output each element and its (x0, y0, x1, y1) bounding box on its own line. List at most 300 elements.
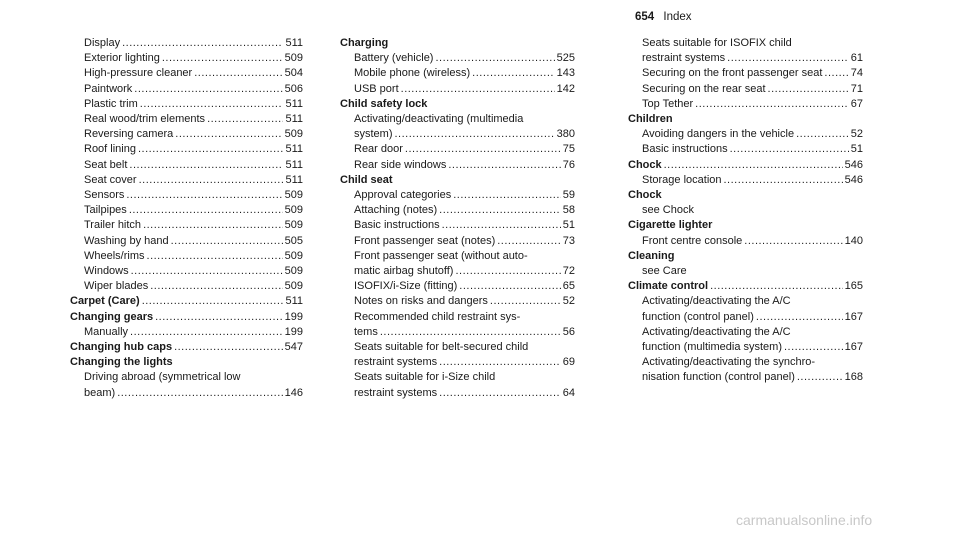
index-subentry (628, 203, 863, 218)
index-term: Chock (628, 158, 662, 171)
page-header (635, 10, 692, 24)
index-term: function (control panel) (642, 310, 754, 323)
index-line (354, 386, 575, 401)
dot-leader (455, 264, 560, 279)
section-title: Index (663, 11, 692, 23)
index-line (642, 51, 863, 66)
index-term: Chock (628, 189, 662, 202)
index-subentry (340, 370, 575, 400)
index-subentry (340, 112, 575, 142)
dot-leader (207, 112, 283, 127)
index-line (642, 340, 863, 355)
index-line (354, 188, 575, 203)
index-term: Changing hub caps (70, 341, 173, 354)
page-reference: 509 (284, 52, 303, 65)
page-reference: 56 (562, 325, 575, 338)
dot-leader (130, 325, 283, 340)
index-subentry (70, 97, 303, 112)
index-line (70, 294, 303, 309)
index-line (84, 386, 303, 401)
dot-leader (150, 279, 282, 294)
index-term: Notes on risks and dangers (354, 295, 488, 308)
dot-leader (194, 66, 282, 81)
index-subentry (340, 66, 575, 81)
dot-leader (744, 234, 842, 249)
index-term: see Chock (642, 204, 694, 217)
index-line (642, 355, 863, 370)
page-reference: 546 (844, 173, 863, 186)
index-line (354, 234, 575, 249)
page-reference: 67 (850, 97, 863, 110)
index-heading (628, 218, 863, 233)
index-term: Charging (340, 37, 389, 49)
index-line (354, 158, 575, 173)
dot-leader (140, 97, 284, 112)
index-term: Driving abroad (symmetrical low (84, 371, 241, 384)
index-line (642, 203, 863, 218)
index-heading (628, 249, 863, 264)
dot-leader (459, 279, 560, 294)
dot-leader (174, 340, 283, 355)
index-term: Activating/deactivating the A/C (642, 295, 791, 308)
page-reference: 143 (556, 67, 575, 80)
index-line (84, 127, 303, 142)
index-term: restraint systems (354, 356, 438, 369)
index-subentry (70, 82, 303, 97)
index-line (354, 51, 575, 66)
index-subentry (70, 188, 303, 203)
index-line (84, 370, 303, 385)
index-line (642, 66, 863, 81)
index-line (642, 82, 863, 97)
index-line (354, 112, 575, 127)
index-line (642, 370, 863, 385)
dot-leader (453, 188, 561, 203)
index-term: Windows (84, 265, 129, 278)
index-line (354, 294, 575, 309)
dot-leader (155, 310, 283, 325)
page-reference: 509 (284, 128, 303, 141)
page-reference: 64 (562, 386, 575, 399)
index-term: Battery (vehicle) (354, 52, 434, 65)
index-subentry (70, 325, 303, 340)
index-subentry (70, 264, 303, 279)
page-reference: 142 (556, 82, 575, 95)
index-line (642, 294, 863, 309)
index-term: Rear door (354, 143, 403, 156)
page-reference: 58 (562, 204, 575, 217)
index-subentry (70, 142, 303, 157)
index-term: Mobile phone (wireless) (354, 67, 471, 80)
index-line (354, 370, 575, 385)
index-line (354, 340, 575, 355)
page-reference: 75 (562, 143, 575, 156)
index-line (354, 142, 575, 157)
page-reference: 546 (844, 158, 863, 171)
index-term: matic airbag shutoff) (354, 265, 454, 278)
index-term: Paintwork (84, 82, 133, 95)
index-subentry (70, 36, 303, 51)
index-subentry (70, 51, 303, 66)
index-term: Wheels/rims (84, 249, 145, 262)
index-term: Securing on the rear seat (642, 82, 766, 95)
index-term: Sensors (84, 189, 125, 202)
page-reference: 511 (285, 37, 303, 49)
index-term: Storage location (642, 173, 722, 186)
index-term: Reversing camera (84, 128, 174, 141)
index-column-3 (628, 36, 863, 386)
index-line (642, 325, 863, 340)
index-line (628, 112, 863, 127)
dot-leader (175, 127, 282, 142)
index-line (642, 310, 863, 325)
index-line (354, 325, 575, 340)
index-term: Activating/deactivating the A/C (642, 325, 791, 338)
page-reference: 511 (285, 173, 303, 186)
index-term: Seats suitable for ISOFIX child (642, 37, 792, 49)
index-line (354, 127, 575, 142)
page-reference: 52 (562, 295, 575, 308)
index-line (84, 142, 303, 157)
dot-leader (797, 370, 843, 385)
dot-leader (147, 249, 283, 264)
index-term: Seats suitable for belt-secured child (354, 341, 529, 354)
index-term: Real wood/trim elements (84, 113, 206, 126)
dot-leader (143, 218, 283, 233)
index-subentry (628, 66, 863, 81)
index-term: Approval categories (354, 189, 452, 202)
page-reference: 199 (284, 310, 303, 323)
index-heading (70, 355, 303, 370)
index-heading (70, 294, 303, 309)
index-subentry (340, 310, 575, 340)
index-term: beam) (84, 386, 116, 399)
index-term: Changing the lights (70, 356, 173, 369)
index-line (642, 97, 863, 112)
index-line (84, 264, 303, 279)
index-term: Seats suitable for i-Size child (354, 371, 496, 384)
dot-leader (129, 158, 283, 173)
index-term: Securing on the front passenger seat (642, 67, 823, 80)
page-reference: 51 (562, 219, 575, 232)
index-term: Children (628, 113, 673, 126)
dot-leader (435, 51, 554, 66)
index-line (642, 36, 863, 51)
index-term: see Care (642, 265, 687, 278)
index-subentry (340, 51, 575, 66)
index-term: Recommended child restraint sys- (354, 310, 521, 323)
dot-leader (442, 218, 561, 233)
index-line (628, 218, 863, 233)
page-reference: 511 (285, 158, 303, 171)
index-heading (628, 188, 863, 203)
index-term: Attaching (notes) (354, 204, 438, 217)
index-line (642, 142, 863, 157)
page-reference: 547 (284, 341, 303, 354)
index-term: Top Tether (642, 97, 694, 110)
index-term: Child seat (340, 173, 393, 186)
dot-leader (497, 234, 561, 249)
dot-leader (472, 66, 554, 81)
index-term: Display (84, 37, 121, 49)
index-subentry (628, 294, 863, 324)
page-reference: 509 (284, 189, 303, 202)
index-line (84, 66, 303, 81)
index-term: Washing by hand (84, 234, 169, 247)
dot-leader (395, 127, 555, 142)
index-line (354, 66, 575, 81)
page-reference: 73 (562, 234, 575, 247)
index-term: nisation function (control panel) (642, 371, 795, 384)
index-line (642, 127, 863, 142)
dot-leader (824, 66, 848, 81)
index-term: Manually (84, 325, 129, 338)
index-line (354, 264, 575, 279)
page-reference: 140 (844, 234, 863, 247)
index-subentry (70, 203, 303, 218)
index-line (354, 82, 575, 97)
index-line (84, 203, 303, 218)
index-subentry (628, 355, 863, 385)
page-reference: 506 (284, 82, 303, 95)
index-line (628, 158, 863, 173)
dot-leader (138, 142, 283, 157)
dot-leader (405, 142, 561, 157)
index-subentry (340, 203, 575, 218)
index-line (340, 97, 575, 112)
dot-leader (784, 340, 843, 355)
dot-leader (126, 188, 282, 203)
page-reference: 509 (284, 265, 303, 278)
index-column-1 (70, 36, 303, 401)
index-subentry (628, 97, 863, 112)
index-term: Trailer hitch (84, 219, 142, 232)
index-term: Rear side windows (354, 158, 447, 171)
index-term: system) (354, 128, 393, 141)
dot-leader (162, 51, 283, 66)
index-term: tems (354, 325, 378, 338)
page-reference: 71 (850, 82, 863, 95)
dot-leader (727, 51, 849, 66)
page-reference: 505 (284, 234, 303, 247)
index-line (340, 173, 575, 188)
index-term: Cigarette lighter (628, 219, 713, 232)
dot-leader (664, 158, 843, 173)
index-subentry (628, 234, 863, 249)
dot-leader (131, 264, 283, 279)
index-heading (340, 173, 575, 188)
index-term: Roof lining (84, 143, 136, 156)
index-line (84, 325, 303, 340)
index-term: Seat belt (84, 158, 128, 171)
index-line (84, 36, 303, 51)
index-line (642, 234, 863, 249)
page-number: 654 (635, 11, 655, 23)
index-term: Front passenger seat (without auto- (354, 249, 528, 262)
page-reference: 167 (844, 341, 863, 354)
index-line (354, 218, 575, 233)
index-subentry (340, 188, 575, 203)
index-term: Child safety lock (340, 97, 428, 110)
index-term: Basic instructions (642, 143, 728, 156)
index-line (628, 249, 863, 264)
index-line (628, 279, 863, 294)
page-reference: 61 (850, 52, 863, 65)
index-subentry (628, 127, 863, 142)
index-term: Wiper blades (84, 280, 149, 293)
page-reference: 51 (850, 143, 863, 156)
index-heading (628, 158, 863, 173)
index-heading (340, 36, 575, 51)
index-line (84, 51, 303, 66)
index-subentry (340, 249, 575, 279)
dot-leader (710, 279, 843, 294)
index-heading (70, 310, 303, 325)
index-line (340, 36, 575, 51)
page-reference: 72 (562, 265, 575, 278)
index-term: USB port (354, 82, 399, 95)
index-term: Front passenger seat (notes) (354, 234, 496, 247)
index-term: Activating/deactivating the synchro- (642, 356, 816, 369)
page-reference: 504 (284, 67, 303, 80)
index-term: Seat cover (84, 173, 137, 186)
index-term: Basic instructions (354, 219, 440, 232)
index-subentry (70, 112, 303, 127)
index-line (84, 218, 303, 233)
index-subentry (70, 234, 303, 249)
page-reference: 65 (562, 280, 575, 293)
index-term: Cleaning (628, 249, 675, 262)
dot-leader (730, 142, 849, 157)
index-subentry (70, 127, 303, 142)
page-reference: 525 (556, 52, 575, 65)
dot-leader (439, 355, 561, 370)
index-term: Climate control (628, 280, 709, 293)
index-line (354, 279, 575, 294)
page-reference: 511 (285, 97, 303, 110)
index-subentry (340, 234, 575, 249)
index-line (354, 310, 575, 325)
dot-leader (401, 82, 555, 97)
page-reference: 509 (284, 249, 303, 262)
dot-leader (448, 158, 560, 173)
index-term: High-pressure cleaner (84, 67, 193, 80)
index-line (70, 310, 303, 325)
page-reference: 74 (850, 67, 863, 80)
index-subentry (628, 264, 863, 279)
dot-leader (724, 173, 843, 188)
index-subentry (628, 36, 863, 66)
index-heading (628, 279, 863, 294)
index-heading (628, 112, 863, 127)
dot-leader (117, 386, 282, 401)
dot-leader (122, 36, 283, 51)
index-subentry (70, 173, 303, 188)
page-reference: 380 (556, 128, 575, 141)
index-line (628, 188, 863, 203)
dot-leader (129, 203, 283, 218)
page-reference: 165 (844, 280, 863, 293)
dot-leader (490, 294, 561, 309)
index-line (84, 249, 303, 264)
page-reference: 59 (562, 189, 575, 202)
index-line (84, 82, 303, 97)
index-subentry (70, 218, 303, 233)
index-heading (340, 97, 575, 112)
index-term: restraint systems (642, 52, 726, 65)
index-term: Activating/deactivating (multimedia (354, 113, 524, 126)
page-reference: 167 (844, 310, 863, 323)
page-reference: 509 (284, 204, 303, 217)
index-line (84, 279, 303, 294)
page-reference: 52 (850, 128, 863, 141)
dot-leader (695, 97, 849, 112)
index-subentry (628, 142, 863, 157)
index-subentry (628, 325, 863, 355)
page-reference: 76 (562, 158, 575, 171)
page-reference: 511 (285, 295, 303, 308)
page-reference: 509 (284, 280, 303, 293)
dot-leader (439, 386, 561, 401)
page-reference: 168 (844, 371, 863, 384)
index-subentry (340, 340, 575, 370)
index-term: Exterior lighting (84, 52, 160, 65)
page-reference: 511 (285, 143, 303, 156)
index-term: ISOFIX/i-Size (fitting) (354, 280, 458, 293)
page-reference: 69 (562, 356, 575, 369)
index-line (84, 188, 303, 203)
index-subentry (70, 66, 303, 81)
index-term: function (multimedia system) (642, 341, 782, 354)
index-subentry (340, 279, 575, 294)
index-line (642, 264, 863, 279)
index-term: Tailpipes (84, 204, 127, 217)
index-term: Plastic trim (84, 97, 138, 110)
page-reference: 146 (284, 386, 303, 399)
index-subentry (70, 249, 303, 264)
index-line (354, 203, 575, 218)
dot-leader (768, 82, 849, 97)
index-subentry (340, 218, 575, 233)
index-line (84, 173, 303, 188)
index-line (70, 355, 303, 370)
index-term: Avoiding dangers in the vehicle (642, 128, 795, 141)
dot-leader (171, 234, 283, 249)
watermark: carmanualsonline.info (736, 512, 873, 528)
index-term: Changing gears (70, 310, 154, 323)
index-line (354, 249, 575, 264)
index-line (84, 234, 303, 249)
page-reference: 511 (285, 113, 303, 126)
dot-leader (756, 310, 843, 325)
index-term: restraint systems (354, 386, 438, 399)
index-subentry (628, 173, 863, 188)
dot-leader (796, 127, 849, 142)
index-column-2 (340, 36, 575, 401)
index-heading (70, 340, 303, 355)
index-line (84, 97, 303, 112)
index-line (642, 173, 863, 188)
dot-leader (142, 294, 284, 309)
dot-leader (380, 325, 561, 340)
page-reference: 199 (284, 325, 303, 338)
dot-leader (139, 173, 284, 188)
index-term: Front centre console (642, 234, 743, 247)
index-subentry (340, 142, 575, 157)
index-line (354, 355, 575, 370)
index-subentry (628, 82, 863, 97)
index-subentry (70, 279, 303, 294)
